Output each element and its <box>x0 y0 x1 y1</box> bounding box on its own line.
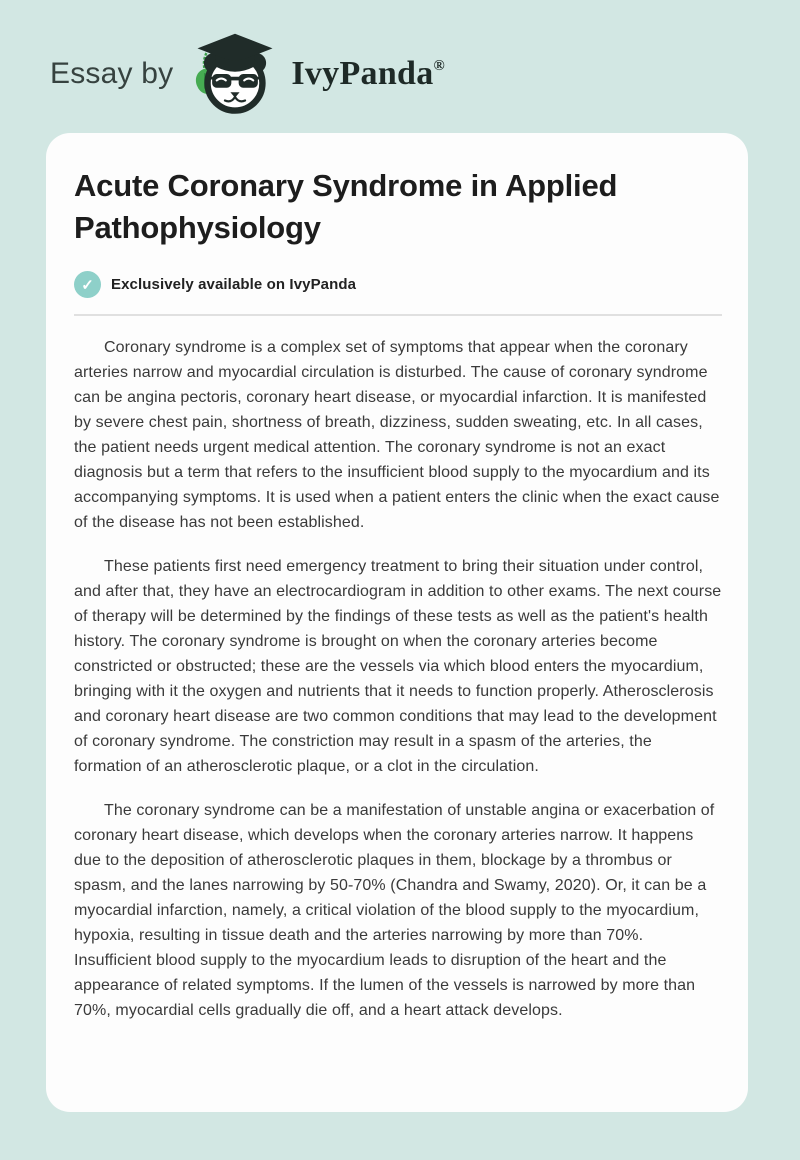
divider <box>74 314 722 316</box>
essay-by-label: Essay by <box>50 56 174 90</box>
essay-paragraph-3: The coronary syndrome can be a manifestation of unstable angina or exacerbation of coronary heart disease, which develops when the coronary arteries narrow. It happens due to the deposition of atherosclerotic plaques in them, blockage by a thrombus or spasm, and the lanes narrowing by 50-70% (Chandra and Swamy, 2020). Or, it can be a myocardial infarction, namely, a critical violation of the blood supply to the myocardium, hypoxia, resulting in tissue death and the arteries narrowing by more than 70%. Insufficient blood supply to the myocardium leads to disruption of the heart and the appearance of related symptoms. If the lumen of the vessels is narrowed by more than 70%, myocardial cells gradually die off, and a heart attack develops. <box>74 802 715 1019</box>
essay-paragraph-2: These patients first need emergency treatment to bring their situation under control, and after that, they have an electrocardiogram in addition to other exams. The next course of therapy will be determined by the findings of these tests as well as the patient's health history. The coronary syndrome is brought on when the coronary arteries become constricted or obstructed; these are the vessels via which blood enters the myocardium, bringing with it the oxygen and nutrients that it needs to function properly. Atherosclerosis and coronary heart disease are two common conditions that may lead to the development of coronary syndrome. The constriction may result in a spasm of the arteries, the formation of an atherosclerotic plaque, or a clot in the circulation. <box>74 558 722 775</box>
site-header <box>0 0 800 133</box>
registered-mark: ® <box>433 57 446 74</box>
availability-row <box>74 271 722 298</box>
ivypanda-panda-logo-icon <box>189 31 281 117</box>
essay-paragraph-1: Coronary syndrome is a complex set of symptoms that appear when the coronary arteries narrow and myocardial circulation is disturbed. The cause of coronary syndrome can be angina pectoris, coronary heart disease, or myocardial infarction. It is manifested by severe chest pain, shortness of breath, dizziness, sudden sweating, etc. In all cases, the patient needs urgent medical attention. The coronary syndrome is not an exact diagnosis but a term that refers to the insufficient blood supply to the myocardium and its accompanying symptoms. It is used when a patient enters the clinic when the exact cause of the disease has not been established. <box>74 339 720 531</box>
check-icon: ✓ <box>74 271 101 298</box>
availability-label: Exclusively available on IvyPanda <box>111 276 357 293</box>
brand-name <box>291 55 445 93</box>
essay-card <box>46 133 748 1112</box>
essay-title: Acute Coronary Syndrome in Applied Pathophysiology <box>74 168 618 245</box>
brand-text: IvyPanda <box>291 54 434 92</box>
